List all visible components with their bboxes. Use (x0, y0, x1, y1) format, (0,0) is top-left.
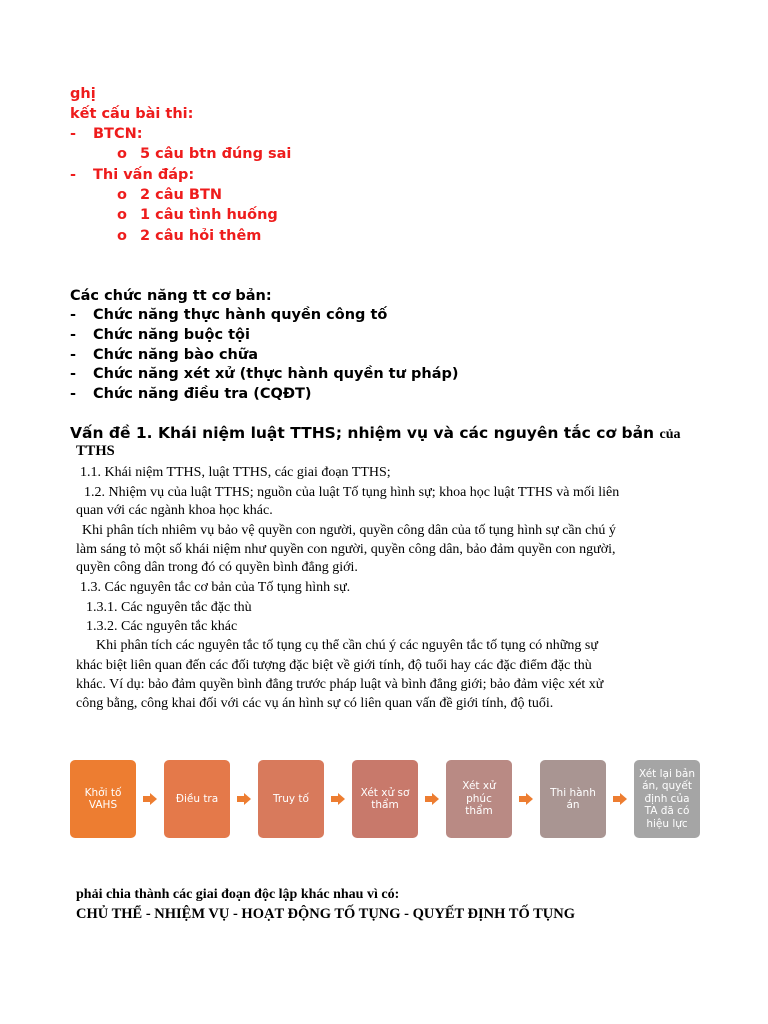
flow-step-text: TA đã có (644, 805, 690, 818)
function-label: Chức năng buộc tội (93, 327, 250, 343)
flow-arrow-icon (143, 793, 157, 805)
flow-step-text: Xét lại bản (639, 767, 695, 780)
issue-heading (70, 424, 681, 443)
flow-step-truy-to (258, 760, 324, 838)
o-bullet: o (117, 187, 127, 203)
function-item (70, 366, 570, 382)
footer-line-1: phải chia thành các giai đoạn độc lập khác nhau vì có: (76, 887, 400, 902)
flow-step-text: Thi hành (550, 786, 596, 799)
functions-title: Các chức năng tt cơ bản: (70, 288, 272, 304)
footer-line-2: CHỦ THỂ - NHIỆM VỤ - HOẠT ĐỘNG TỐ TỤNG - QUYẾT ĐỊNH TỐ TỤNG (76, 906, 575, 922)
dash-bullet: - (70, 126, 77, 142)
flow-step-text: Điều tra (175, 792, 219, 805)
flow-step-xet-xu-so-tham (352, 760, 418, 838)
function-label: Chức năng xét xử (thực hành quyền tư pháp) (93, 366, 459, 382)
flow-step-text: VAHS (88, 799, 118, 811)
flow-step-xet-xu-phuc-tham (446, 760, 512, 838)
flow-step-text: Xét xử (462, 780, 496, 793)
para-analysis-line1: Khi phân tích nhiêm vụ bảo vệ quyền con người, quyền công dân của tố tụng hình sự cần chú ý (82, 523, 616, 538)
issue-heading-tail: của (659, 427, 681, 442)
function-label: Chức năng bào chữa (93, 347, 258, 363)
issue-heading-main: Vấn đề 1. Khái niệm luật TTHS; nhiệm vụ và các nguyên tắc cơ bản (70, 424, 655, 442)
flow-step-text: thẩm (371, 799, 399, 811)
para-1-3-2: 1.3.2. Các nguyên tắc khác (86, 619, 238, 634)
function-item (70, 386, 570, 402)
exam-subitem (117, 146, 292, 162)
dash-bullet: - (70, 307, 77, 323)
exam-subitem-label: 2 câu hỏi thêm (140, 228, 262, 244)
exam-part-label: BTCN: (93, 126, 143, 142)
dash-bullet: - (70, 366, 77, 382)
function-item (70, 327, 570, 343)
para-1-3-1: 1.3.1. Các nguyên tắc đặc thù (86, 600, 252, 615)
para-principles-line3: khác. Ví dụ: bảo đảm quyền bình đẳng trước pháp luật và bình đẳng giới; bảo đảm việc xét xử (76, 677, 604, 692)
dash-bullet: - (70, 386, 77, 402)
exam-subitem-label: 1 câu tình huống (140, 207, 278, 223)
flow-step-text: Truy tố (273, 792, 309, 805)
para-1-3: 1.3. Các nguyên tắc cơ bản của Tố tụng hình sự. (80, 580, 351, 595)
function-item (70, 307, 570, 323)
dash-bullet: - (70, 167, 77, 183)
flow-step-thi-hanh-an (540, 760, 606, 838)
o-bullet: o (117, 146, 127, 162)
dash-bullet: - (70, 327, 77, 343)
flow-step-text: thẩm (465, 805, 493, 818)
function-label: Chức năng thực hành quyền công tố (93, 307, 388, 323)
exam-subitem-label: 2 câu BTN (140, 187, 222, 203)
exam-part-label: Thi vấn đáp: (93, 167, 195, 183)
flow-step-khoi-to (70, 760, 136, 838)
para-1-2-line1: 1.2. Nhiệm vụ của luật TTHS; nguồn của luật Tố tụng hình sự; khoa học luật TTHS và mối liên (84, 485, 620, 500)
exam-structure-title: kết cấu bài thi: (70, 106, 194, 122)
o-bullet: o (117, 228, 127, 244)
para-principles-line2: khác biệt liên quan đến các đối tượng đặc biệt về giới tính, độ tuổi hay các đặc điểm đặc thù (76, 658, 592, 673)
para-analysis-line3: quyền công dân trong đó có quyền bình đẳng giới. (76, 560, 358, 575)
note-ghi: ghị (70, 86, 96, 102)
flow-arrow-icon (519, 793, 533, 805)
exam-subitem (117, 228, 262, 244)
flow-arrow-icon (613, 793, 627, 805)
flow-arrow-icon (425, 793, 439, 805)
flow-step-text: án (566, 799, 580, 811)
dash-bullet: - (70, 347, 77, 363)
para-principles-line1: Khi phân tích các nguyên tắc tố tụng cụ thể cần chú ý các nguyên tắc tố tụng có những sự (96, 638, 598, 653)
flow-arrow-icon (331, 793, 345, 805)
para-1-2-line2: quan với các ngành khoa học khác. (76, 503, 273, 518)
flow-step-text: Khởi tố (84, 786, 122, 799)
issue-heading-line2: TTHS (76, 443, 115, 459)
para-analysis-line2: làm sáng tỏ một số khái niệm như quyền con người, quyền công dân, bảo đảm quyền con người, (76, 542, 616, 557)
flow-step-text: Xét xử sơ (360, 786, 410, 799)
para-1-1: 1.1. Khái niệm TTHS, luật TTHS, các giai đoạn TTHS; (80, 465, 391, 480)
flow-step-text: án, quyết (642, 780, 692, 793)
exam-subitem-label: 5 câu btn đúng sai (140, 146, 292, 162)
function-label: Chức năng điều tra (CQĐT) (93, 386, 312, 402)
para-principles-line4: công bằng, công khai đối với các vụ án hình sự có liên quan vấn đề giới tính, độ tuổi. (76, 696, 554, 711)
o-bullet: o (117, 207, 127, 223)
function-item (70, 347, 570, 363)
flow-step-dieu-tra (164, 760, 230, 838)
flow-arrow-icon (237, 793, 251, 805)
flow-step-text: phúc (466, 792, 492, 805)
exam-subitem (117, 187, 222, 203)
flow-step-text: hiệu lực (646, 817, 688, 830)
flow-step-text: định của (644, 792, 690, 805)
flow-step-xet-lai-ban-an (634, 760, 700, 838)
exam-subitem (117, 207, 278, 223)
